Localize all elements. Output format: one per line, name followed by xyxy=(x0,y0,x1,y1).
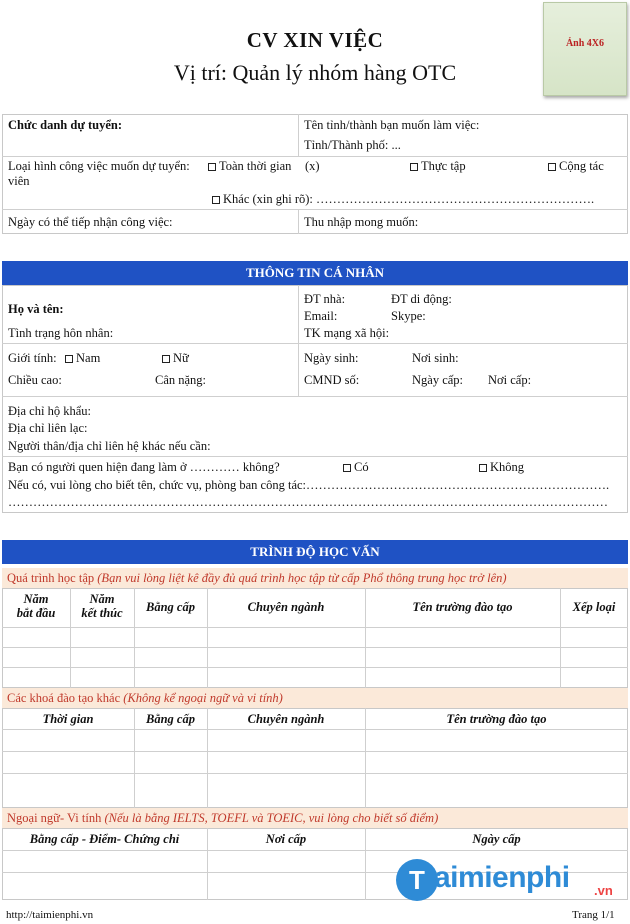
perm-address-label: Địa chỉ hộ khẩu: xyxy=(8,404,91,418)
id-place-label: Nơi cấp: xyxy=(488,373,532,387)
id-label: CMND số: xyxy=(304,373,360,387)
checkbox-icon[interactable] xyxy=(479,464,487,472)
photo-placeholder[interactable] xyxy=(543,2,627,96)
photo-label: Ảnh 4X6 xyxy=(565,38,605,49)
footer-page: Trang 1/1 xyxy=(572,909,615,921)
city-label: Tên tỉnh/thành bạn muốn làm việc: xyxy=(304,118,480,132)
checkbox-icon[interactable] xyxy=(212,196,220,204)
social-label: TK mạng xã hội: xyxy=(304,326,390,340)
checkbox-icon[interactable] xyxy=(208,163,216,171)
col-school-2: Tên trường đào tạo xyxy=(446,712,547,726)
dots-line: ……………………………………………………………………………………………………………………………… xyxy=(8,495,608,509)
study-process-title: Quá trình học tập (Bạn vui lòng liệt kê đầy đủ quá trình học tập từ cấp Phổ thông trung học trở lên) xyxy=(2,568,628,588)
opt-fulltime[interactable]: Toàn thời gian xyxy=(208,159,291,174)
col-degree-2: Bằng cấp xyxy=(146,712,195,726)
position-title: Vị trí: Quản lý nhóm hàng OTC xyxy=(173,60,457,85)
other-courses-title: Các khoá đào tạo khác (Không kể ngoại ngữ và vi tính) xyxy=(2,688,628,708)
col-degree: Bằng cấp xyxy=(146,600,195,614)
checkbox-icon[interactable] xyxy=(162,355,170,363)
id-date-label: Ngày cấp: xyxy=(412,373,464,387)
col-issue-place: Nơi cấp xyxy=(265,832,307,846)
personal-heading: THÔNG TIN CÁ NHÂN xyxy=(2,261,628,285)
col-certificate: Bằng cấp - Điểm- Chứng chỉ xyxy=(29,832,180,846)
col-major-2: Chuyên ngành xyxy=(247,712,325,726)
opt-other[interactable]: Khác (xin ghi rõ): …………………………………………………………. xyxy=(212,192,594,207)
dob-label: Ngày sinh: xyxy=(304,351,359,365)
salary-label: Thu nhập mong muốn: xyxy=(304,215,419,229)
gender-male[interactable]: Nam xyxy=(65,351,100,366)
footer-url[interactable]: http://taimienphi.vn xyxy=(6,909,94,921)
relative-label: Người thân/địa chỉ liên hệ khác nếu cần: xyxy=(8,439,211,453)
marital-label: Tình trạng hôn nhân: xyxy=(8,326,114,340)
checkbox-icon[interactable] xyxy=(343,464,351,472)
gender-female[interactable]: Nữ xyxy=(162,351,189,366)
checkbox-icon[interactable] xyxy=(65,355,73,363)
city-value[interactable]: Tỉnh/Thành phố: ... xyxy=(304,138,401,152)
start-date-label: Ngày có thể tiếp nhận công việc: xyxy=(8,215,173,229)
language-title: Ngoại ngữ- Vi tính (Nếu là bằng IELTS, TOEFL và TOEIC, vui lòng cho biết số điểm) xyxy=(2,808,628,828)
col-time: Thời gian xyxy=(42,712,94,726)
col-major: Chuyên ngành xyxy=(247,600,325,614)
checkbox-icon[interactable] xyxy=(548,163,556,171)
height-label: Chiều cao: xyxy=(8,373,62,387)
acquaintance-yes[interactable]: Có xyxy=(343,460,369,475)
logo-word: aimienphi xyxy=(434,861,570,894)
col-end-year: Năm kết thúc xyxy=(81,592,123,620)
education-heading: TRÌNH ĐỘ HỌC VẤN xyxy=(2,540,628,564)
gender-label: Giới tính: xyxy=(8,351,57,365)
skype-label: Skype: xyxy=(391,309,426,323)
acquaintance-detail: Nếu có, vui lòng cho biết tên, chức vụ, phòng ban công tác:………………………………………………………………. xyxy=(8,478,610,492)
pob-label: Nơi sinh: xyxy=(412,351,459,365)
col-rank: Xếp loại xyxy=(572,600,616,614)
document-title: CV XIN VIỆC xyxy=(246,28,384,52)
taimienphi-logo[interactable] xyxy=(394,855,624,907)
job-type-label-cont: viên xyxy=(8,174,30,188)
weight-label: Cân nặng: xyxy=(155,373,207,387)
apply-title-label: Chức danh dự tuyển: xyxy=(8,118,122,132)
home-phone-label: ĐT nhà: xyxy=(304,292,346,306)
col-school: Tên trường đào tạo xyxy=(412,600,513,614)
col-issue-date: Ngày cấp xyxy=(472,832,521,846)
opt-collab[interactable]: Cộng tác xyxy=(548,159,604,174)
logo-mark-icon: T xyxy=(396,859,438,901)
opt-fulltime-mark: (x) xyxy=(305,159,320,173)
col-start-year: Năm bắt đầu xyxy=(16,592,56,620)
acquaintance-question: Bạn có người quen hiện đang làm ở ………… không? xyxy=(8,460,280,474)
logo-suffix: .vn xyxy=(594,883,613,898)
checkbox-icon[interactable] xyxy=(410,163,418,171)
opt-intern[interactable]: Thực tập xyxy=(410,159,466,174)
name-label: Họ và tên: xyxy=(8,302,64,316)
acquaintance-no[interactable]: Không xyxy=(479,460,524,475)
email-label: Email: xyxy=(304,309,338,323)
mobile-label: ĐT di động: xyxy=(391,292,452,306)
contact-address-label: Địa chỉ liên lạc: xyxy=(8,421,88,435)
job-type-label: Loại hình công việc muốn dự tuyển: xyxy=(8,159,190,173)
